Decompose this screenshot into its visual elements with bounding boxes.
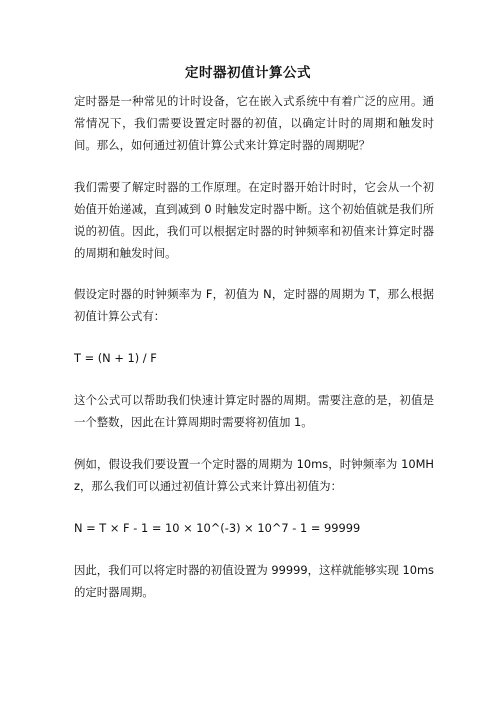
formula-initial-value: N = T × F - 1 = 10 × 10^(-3) × 10^7 - 1 = 99999 — [74, 521, 361, 535]
document-body — [74, 90, 434, 623]
document-title: 定时器初值计算公式 — [185, 65, 311, 81]
paragraph-formula-note: 这个公式可以帮助我们快速计算定时器的周期。需要注意的是，初值是一个整数，因此在计算周期时需要将初值加 1。 — [74, 393, 434, 429]
formula-period: T = (N + 1) / F — [74, 351, 157, 365]
paragraph-conclusion: 因此，我们可以将定时器的初值设置为 99999，这样就能够实现 10ms 的定时器周期。 — [74, 563, 434, 599]
paragraph-intro: 定时器是一种常见的计时设备，它在嵌入式系统中有着广泛的应用。通常情况下，我们需要设置定时器的初值，以确定计时的周期和触发时间。那么，如何通过初值计算公式来计算定时器的周期呢？ — [74, 94, 434, 152]
paragraph-working-principle: 我们需要了解定时器的工作原理。在定时器开始计时时，它会从一个初始值开始递减，直到减到 0 时触发定时器中断。这个初始值就是我们所说的初值。因此，我们可以根据定时器的时钟频率和初值来计算定时器的周期和触发时间。 — [74, 180, 434, 260]
paragraph-example: 例如，假设我们要设置一个定时器的周期为 10ms，时钟频率为 10MHz，那么我们可以通过初值计算公式来计算出初值为： — [74, 457, 434, 493]
paragraph-assumption: 假设定时器的时钟频率为 F，初值为 N，定时器的周期为 T，那么根据初值计算公式有： — [74, 287, 434, 323]
